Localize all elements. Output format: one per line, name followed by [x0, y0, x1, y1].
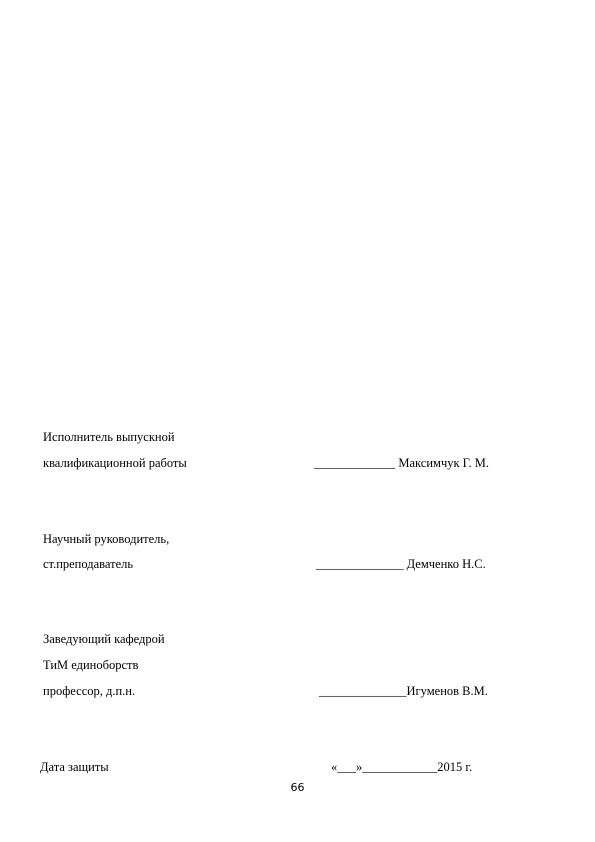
- page-number: 66: [290, 781, 305, 794]
- head-role-line2: ТиМ единоборств: [43, 658, 139, 672]
- executor-role-line1: Исполнитель выпускной: [43, 430, 175, 444]
- head-role-line1: Заведующий кафедрой: [43, 632, 165, 646]
- head-signature: ______________Игуменов В.М.: [319, 684, 488, 698]
- head-role-line3: профессор, д.п.н.: [43, 684, 136, 698]
- executor-role-line2: квалификационной работы: [43, 456, 187, 470]
- supervisor-signature: ______________ Демченко Н.С.: [316, 557, 486, 571]
- defense-date-value: «___»____________2015 г.: [331, 760, 473, 774]
- defense-date-label: Дата защиты: [40, 760, 109, 774]
- supervisor-role-line1: Научный руководитель,: [43, 532, 170, 546]
- executor-signature: _____________ Максимчук Г. М.: [314, 456, 489, 470]
- supervisor-role-line2: ст.преподаватель: [43, 557, 134, 571]
